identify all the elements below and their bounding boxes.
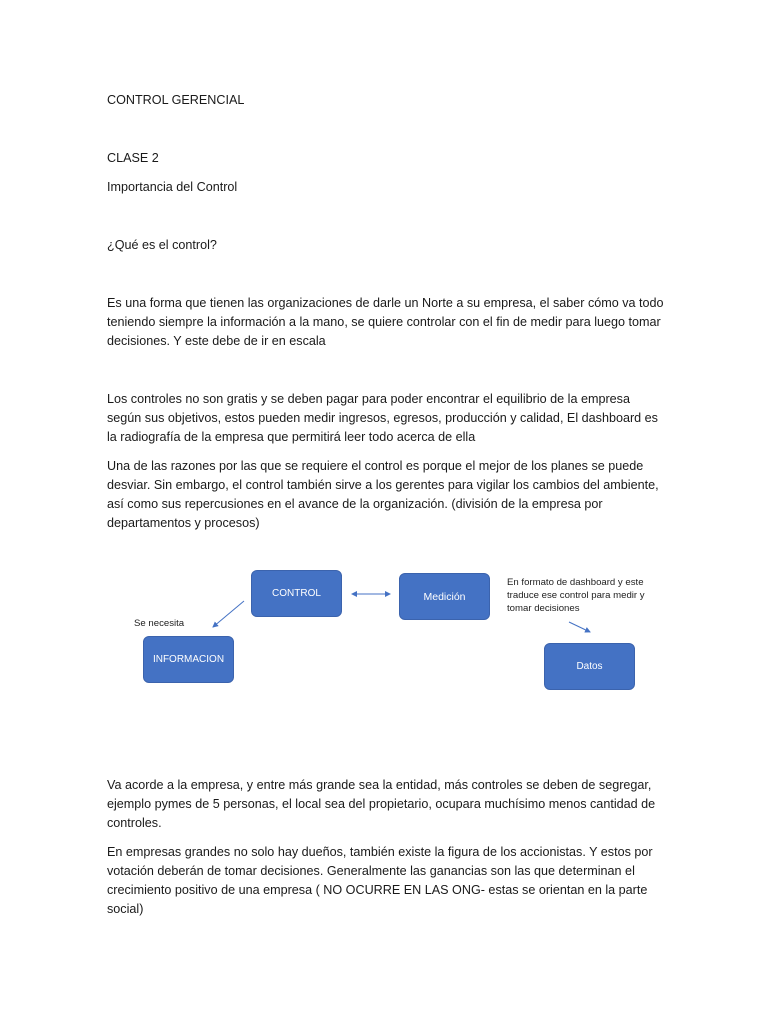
medicion-box: Medición xyxy=(399,573,490,620)
class-label: CLASE 2 xyxy=(107,151,159,165)
paragraph-definition: Es una forma que tienen las organizaciones de darle un Norte a su empresa, el saber cómo va todo teniendo siempre la información a la mano, se quiere controlar con el fin de medir para luego tomar decisiones. Y este debe de ir en escala xyxy=(107,296,664,348)
question-heading: ¿Qué es el control? xyxy=(107,238,217,252)
section-subtitle: Importancia del Control xyxy=(107,180,238,194)
dashboard-note: En formato de dashboard y este traduce ese control para medir y tomar decisiones xyxy=(507,577,645,614)
datos-box: Datos xyxy=(544,643,635,690)
paragraph-controls-cost: Los controles no son gratis y se deben pagar para poder encontrar el equilibrio de la empresa según sus objetivos, estos pueden medir ingresos, egresos, producción y calidad, El dashboard es la radiografía de la empresa que permitirá leer todo acerca de ella xyxy=(107,392,658,444)
informacion-box: INFORMACION xyxy=(143,636,234,683)
paragraph-large-companies: En empresas grandes no solo hay dueños, también existe la figura de los accionistas. Y estos por votación deberán de tomar decisiones. Generalmente las ganancias son las que determinan el crecimiento positivo de una empresa ( NO OCURRE EN LAS ONG- estas se orientan en la parte social) xyxy=(107,845,653,916)
control-box: CONTROL xyxy=(251,570,342,617)
se-necesita-label: Se necesita xyxy=(134,618,185,629)
document-title: CONTROL GERENCIAL xyxy=(107,93,245,107)
arrow-note-to-datos xyxy=(569,622,590,632)
arrow-control-to-informacion xyxy=(213,601,244,627)
paragraph-company-size: Va acorde a la empresa, y entre más grande sea la entidad, más controles se deben de segregar, ejemplo pymes de 5 personas, el local sea del propietario, ocupara muchísimo menos cantidad de controles. xyxy=(107,778,656,830)
paragraph-reasons: Una de las razones por las que se requiere el control es porque el mejor de los planes se puede desviar. Sin embargo, el control también sirve a los gerentes para vigilar los cambios del ambiente, así como sus repercusiones en el avance de la organización. (división de la empresa por departamentos y procesos) xyxy=(107,459,659,530)
